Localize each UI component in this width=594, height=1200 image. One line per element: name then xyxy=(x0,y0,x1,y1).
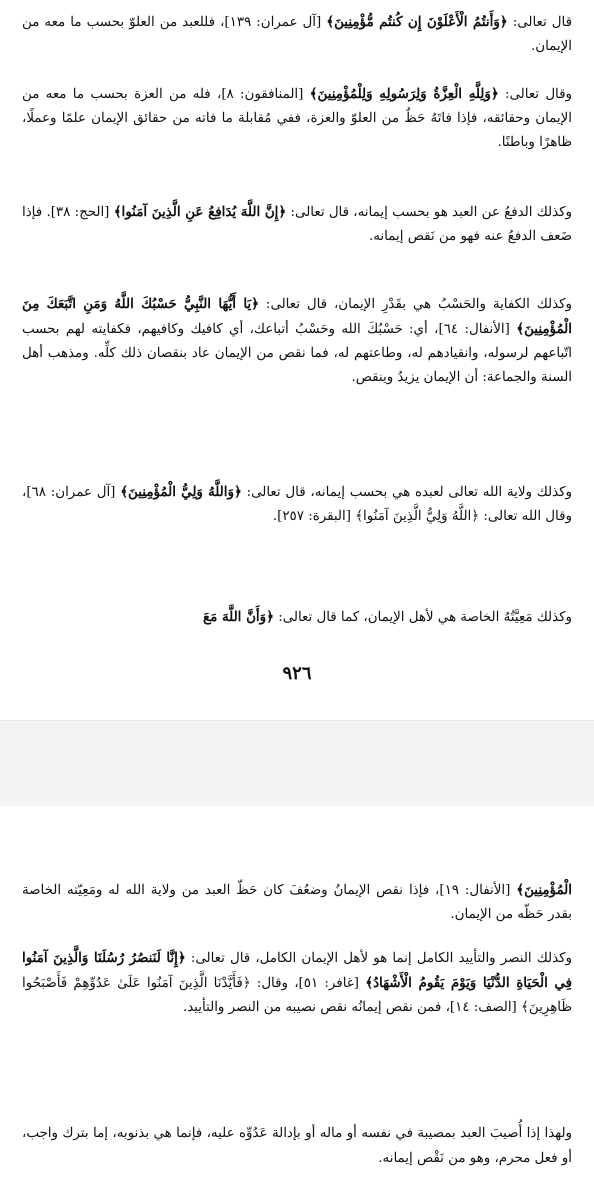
paragraph xyxy=(22,480,572,529)
paragraph-text: قال تعالى: xyxy=(507,15,572,30)
quran-verse: ﴿وَأَنتُمُ الْأَعْلَوْنَ إِن كُنتُم مُّؤْمِنِينَ﴾ xyxy=(326,14,508,30)
paragraph xyxy=(22,1122,572,1171)
verse-reference-text: [الأنفال: ٦٤]، أي: حَسْبُكَ الله وحَسْبُ أتباعك، أي كافيك وكافيهم، فكفايته لهم بحسب اتّباعهم لرسوله، وانقيادهم له، وطاعتهم له، فما نقص من الإيمان عاد بنقصان ذلك كلِّه. ومذهب أهل السنة والجماعة: أن الإيمان يزيدُ وينقص. xyxy=(22,322,572,385)
verse-reference-text: [الحج: ٣٨]. فإذا ضَعف الدفعُ عنه فهو من نَقص إيمانه. xyxy=(22,205,572,244)
quran-verse: ﴿يَا أَيُّهَا النَّبِيُّ حَسْبُكَ اللَّهُ وَمَنِ اتَّبَعَكَ مِنَ الْمُؤْمِنِينَ﴾ xyxy=(22,296,572,337)
paragraph xyxy=(22,82,572,155)
paragraph-text: وكذلك النصر والتأييد الكامل إنما هو لأهل الإيمان الكامل، قال تعالى: xyxy=(185,951,572,966)
quran-verse: ﴿وَلِلَّهِ الْعِزَّةُ وَلِرَسُولِهِ وَلِلْمُؤْمِنِينَ﴾ xyxy=(309,86,499,102)
paragraph xyxy=(22,946,572,1020)
quran-verse: الْمُؤْمِنِينَ﴾ xyxy=(516,882,572,898)
paragraph-text: وكذلك مَعِيَّتُهُ الخاصة هي لأهل الإيمان، كما قال تعالى: xyxy=(273,610,572,625)
page-number: ٩٢٦ xyxy=(282,663,312,684)
verse-reference-text: [آل عمران: ٦٨]، وقال الله تعالى: ﴿اللَّهُ وَلِيُّ الَّذِينَ آمَنُوا﴾ [البقرة: ٢٥٧]. xyxy=(22,485,572,524)
page-separator xyxy=(0,720,594,808)
verse-reference-text: [المنافقون: ٨]، فله من العزة بحسب ما معه من الإيمان وحقائقه، فإذا فاتَهُ حَظٌ من العلوّ والعزة، ففي مُقابلة ما فاته من حقائق الإيمان علمًا وعملًا، ظاهرًا وباطنًا. xyxy=(22,87,572,150)
paragraph xyxy=(22,605,572,630)
paragraph xyxy=(22,10,572,59)
paragraph xyxy=(22,200,572,249)
verse-reference-text: [آل عمران: ١٣٩]، فللعبد من العلوّ بحسب ما معه من الإيمان. xyxy=(22,15,572,54)
paragraph xyxy=(22,878,572,927)
quran-verse: ﴿وَاللَّهُ وَلِيُّ الْمُؤْمِنِينَ﴾ xyxy=(120,484,242,500)
paragraph-text: وكذلك الدفعُ عن العبد هو بحسب إيمانه، قال تعالى: xyxy=(286,205,572,220)
verse-reference-text: [الأنفال: ١٩]، فإذا نقص الإيمانُ وضعُفَ كان حَظّ العبد من ولاية الله له ومَعِيّته الخاصة بقدر حَظّه من الإيمان. xyxy=(22,883,572,922)
quran-verse: ﴿وَأَنَّ اللَّهَ مَعَ xyxy=(203,609,274,625)
verse-reference-text: [غافر: ٥١]، وقال: ﴿فَأَيَّدْنَا الَّذِينَ آمَنُوا عَلَىٰ عَدُوِّهِمْ فَأَصْبَحُوا ظَاهِرِينَ﴾ [الصف: ١٤]، فمن نقص إيمانُه نقص نصيبه من النصر والتأييد. xyxy=(22,976,572,1015)
book-page-927 xyxy=(0,806,594,1200)
quran-verse: ﴿إِنَّ اللَّهَ يُدَافِعُ عَنِ الَّذِينَ آمَنُوا﴾ xyxy=(113,204,287,220)
paragraph xyxy=(22,292,572,390)
quran-verse: ﴿إِنَّا لَنَنصُرُ رُسُلَنَا وَالَّذِينَ آمَنُوا فِي الْحَيَاةِ الدُّنْيَا وَيَوْمَ يَقُومُ الْأَشْهَادُ﴾ xyxy=(22,950,572,991)
paragraph-text: وكذلك الكفاية والحَسْبُ هي بقَدْرِ الإيمان، قال تعالى: xyxy=(259,297,573,312)
paragraph-text: وقال تعالى: xyxy=(498,87,573,102)
paragraph-text: وكذلك ولاية الله تعالى لعبده هي بحسب إيمانه، قال تعالى: xyxy=(241,485,572,500)
paragraph-text: ولهذا إذا أُصيبَ العبد بمصيبة في نفسه أو ماله أو بإدالة عَدُوِّه عليه، فإنما هي بذنوبه، إما بترك واجب، أو فعل محرم، وهو من نَقْص إيمانه. xyxy=(22,1126,572,1166)
